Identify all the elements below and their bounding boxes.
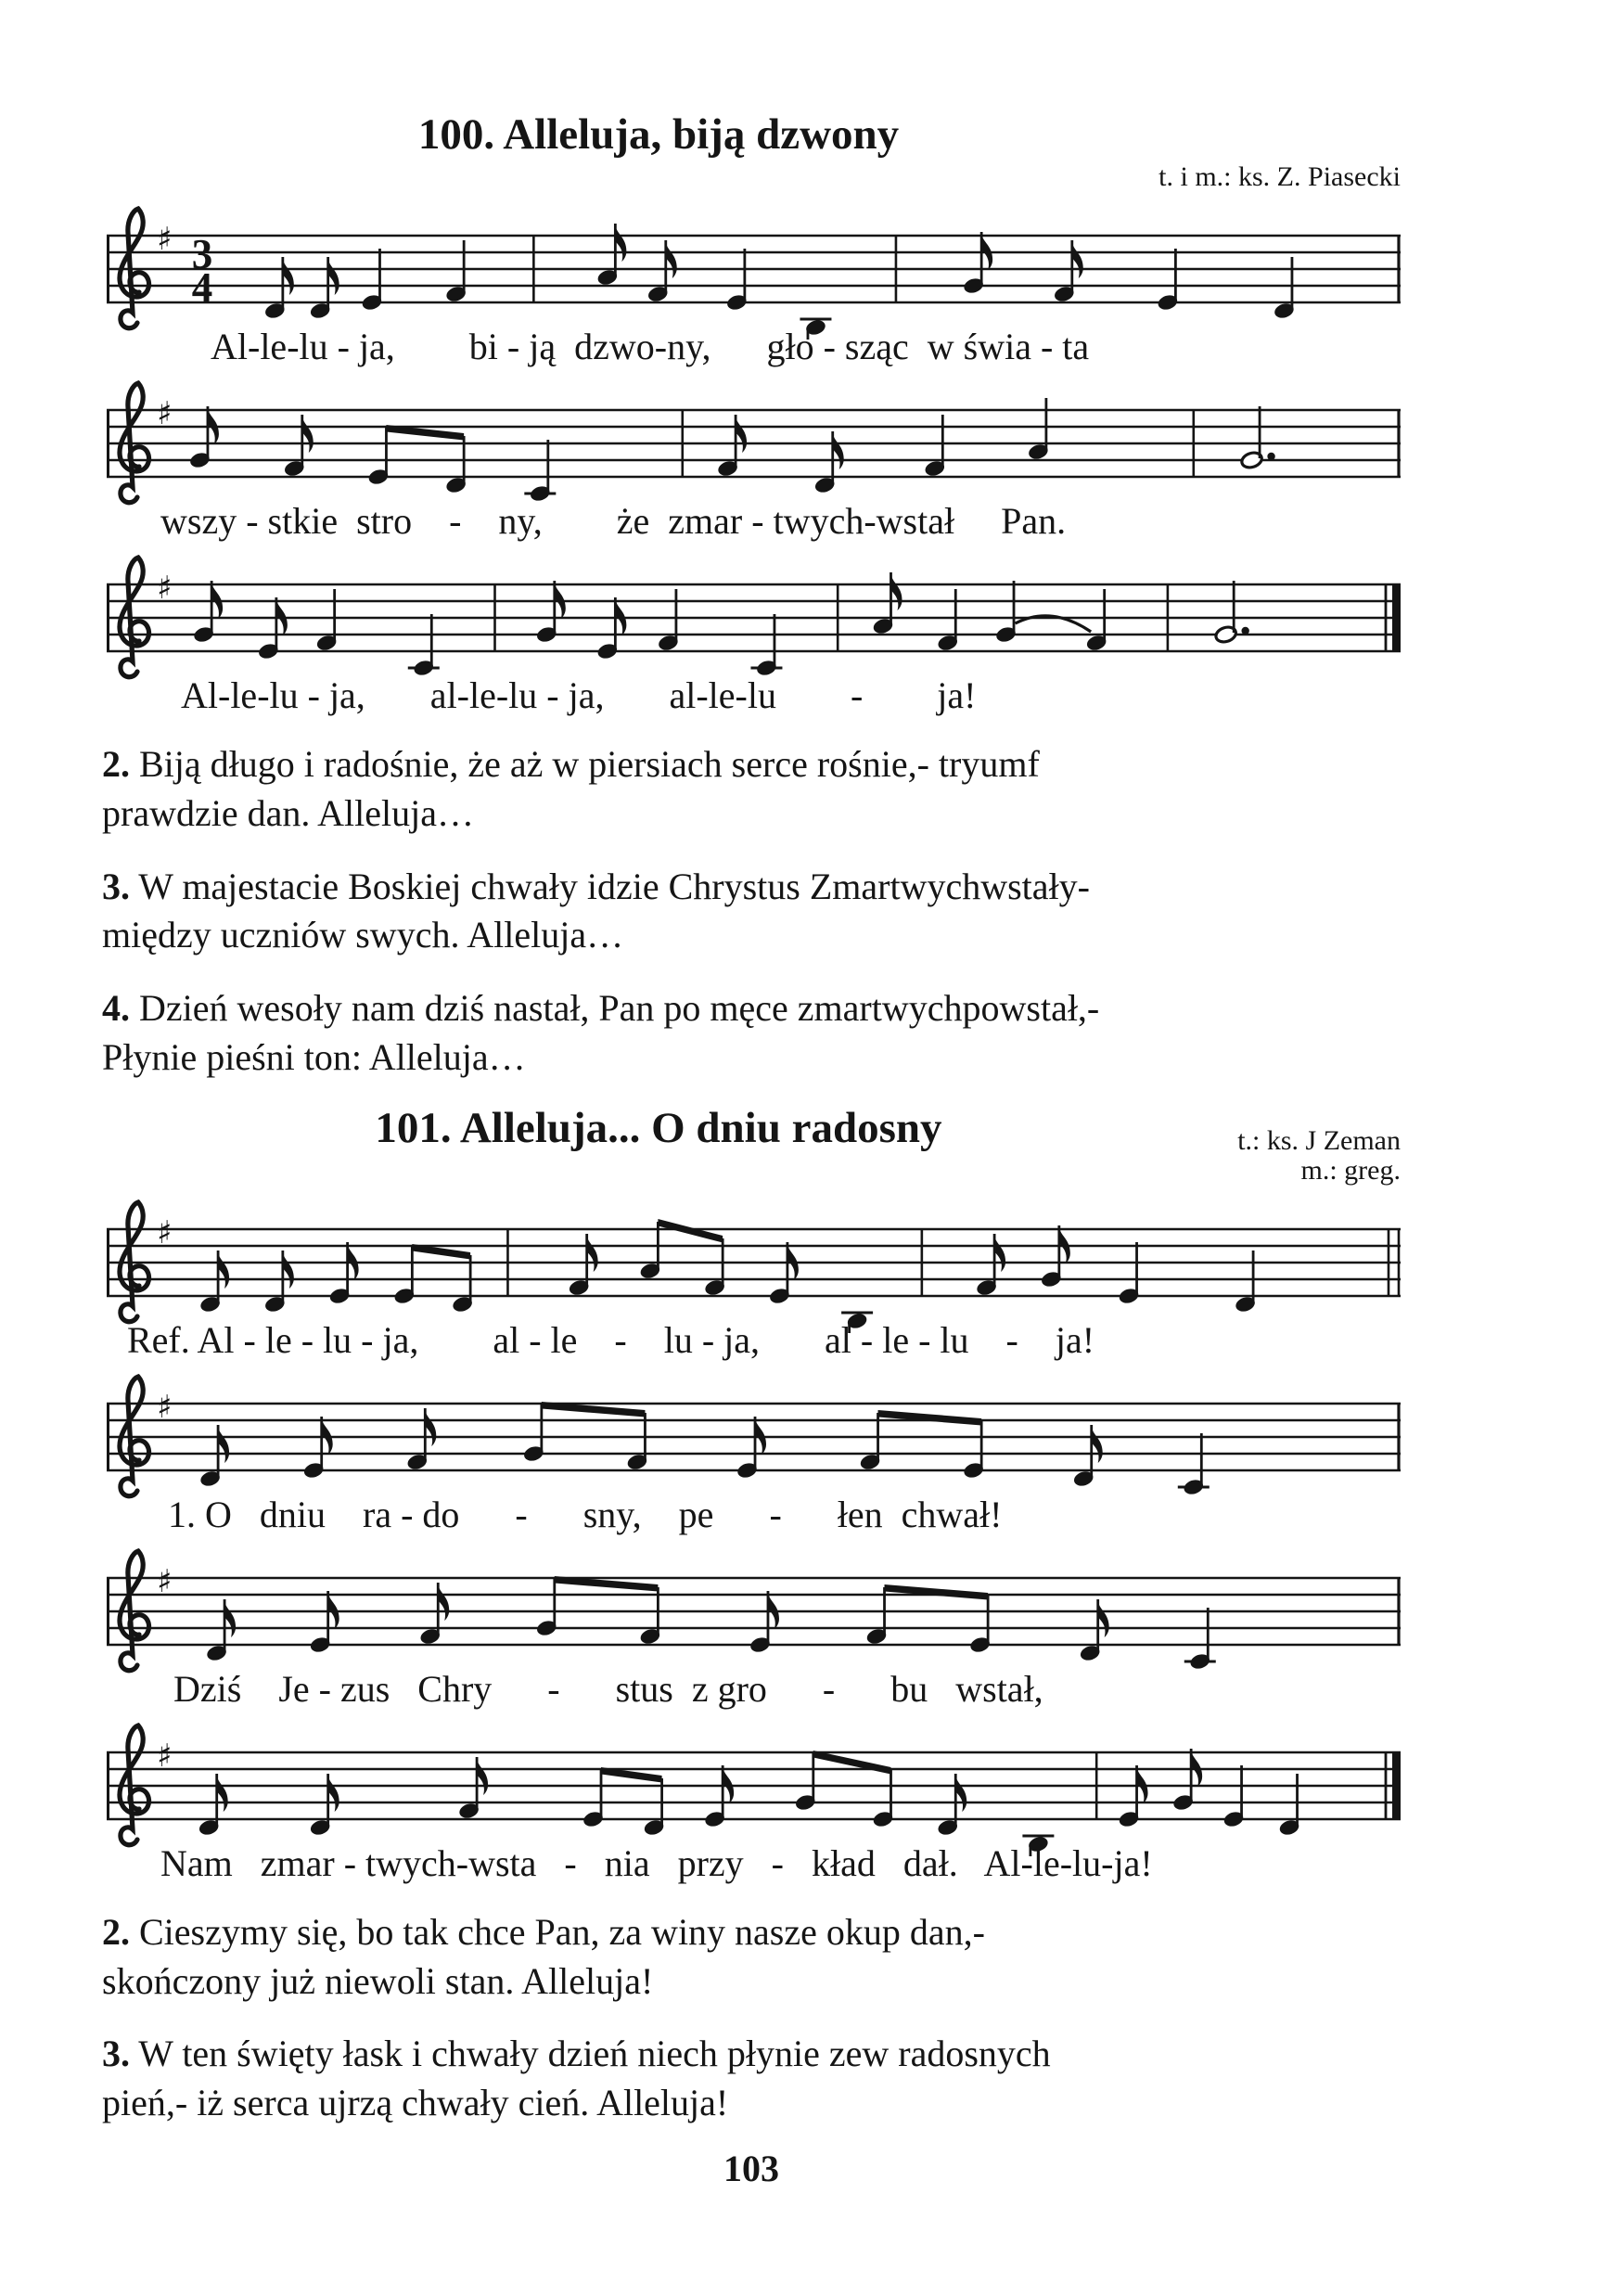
verse-line: W majestacie Boskiej chwały idzie Chrystus Zmartwychwstały- [138,865,1090,907]
sharp-key-signature: ♯ [157,1737,173,1775]
verse-line: W ten święty łask i chwały dzień niech płynie zew radosnych [138,2033,1051,2075]
song-100-verses [102,740,1503,1083]
verse-number: 2. [102,1910,130,1953]
svg-text:3: 3 [191,231,213,277]
music-staff [107,1541,1401,1682]
music-staff [107,1192,1401,1333]
song-100-staff-3 [107,547,1401,716]
verse [102,863,1401,961]
song-100-staff-1 [107,199,1401,367]
verse [102,1908,1401,2007]
song-100-title: 100. Alleluja, biją dzwony [417,110,900,159]
song-101-staff-2 [107,1366,1401,1535]
verse-line: Biją długo i radośnie, że aż w piersiach serce rośnie,- tryumf [139,743,1040,785]
verse-line: prawdzie dan. Alleluja… [102,791,474,834]
verse [102,2030,1401,2128]
verse-line: Cieszymy się, bo tak chce Pan, za winy nasze okup dan,- [139,1910,985,1953]
music-staff [107,1366,1401,1507]
staff-lyrics: 1. O dniu ra - do - sny, pe - łen chwał! [168,1493,1003,1535]
song-101-staff-1 [107,1192,1401,1361]
verse-line: skończony już niewoli stan. Alleluja! [102,1959,654,2002]
song-101-attribution-melody: m.: greg. [1300,1154,1401,1186]
verse-number: 3. [102,865,130,907]
sharp-key-signature: ♯ [157,221,173,258]
svg-text:4: 4 [191,264,213,311]
verse-number: 2. [102,743,130,785]
staff-lyrics: Dziś Je - zus Chry - stus z gro - bu wstał, [173,1667,1043,1710]
song-100-attribution: t. i m.: ks. Z. Piasecki [1158,161,1401,192]
verse [102,740,1401,839]
music-staff [107,373,1401,514]
song-101-verses [102,1908,1503,2128]
verse-number: 4. [102,987,130,1030]
staff-lyrics: Al-le-lu - ja, bi - ją dzwo-ny, gło - sząc w świa - ta [211,326,1090,367]
staff-lyrics: Ref. Al - le - lu - ja, al - le - lu - ja, al - le - lu - ja! [127,1318,1095,1361]
song-101-title: 101. Alleluja... O dniu radosny [375,1103,942,1152]
song-100-staff-2 [107,373,1401,542]
song-101-header [102,1103,1401,1156]
page-number: 103 [723,2147,779,2189]
staff-lyrics: Nam zmar - twych-wsta - nia przy - kład dał. Al-le-lu-ja! [160,1841,1153,1884]
verse-line: między uczniów swych. Alleluja… [102,914,624,956]
song-101-attribution-text: t.: ks. J Zeman [1237,1124,1401,1156]
music-staff [107,199,1401,340]
staff-lyrics: Al-le-lu - ja, al-le-lu - ja, al-le-lu - ja! [181,674,977,716]
sharp-key-signature: ♯ [157,395,173,432]
music-staff [107,547,1401,688]
sharp-key-signature: ♯ [157,570,173,607]
sharp-key-signature: ♯ [157,1388,173,1426]
song-101-staff-3 [107,1541,1401,1710]
sharp-key-signature: ♯ [157,1213,173,1251]
staff-lyrics: wszy - stkie stro - ny, że zmar - twych-wstał Pan. [160,500,1067,542]
verse-line: Płynie pieśni ton: Alleluja… [102,1035,526,1078]
verse-line: pień,- iż serca ujrzą chwały cień. Alleluja! [102,2082,729,2124]
sharp-key-signature: ♯ [157,1562,173,1600]
verse-number: 3. [102,2033,130,2075]
music-staff [107,1715,1401,1856]
verse-line: Dzień wesoły nam dziś nastał, Pan po męce zmartwychpowstał,- [139,987,1100,1030]
song-101-staff-4 [107,1715,1401,1884]
verse [102,984,1401,1083]
